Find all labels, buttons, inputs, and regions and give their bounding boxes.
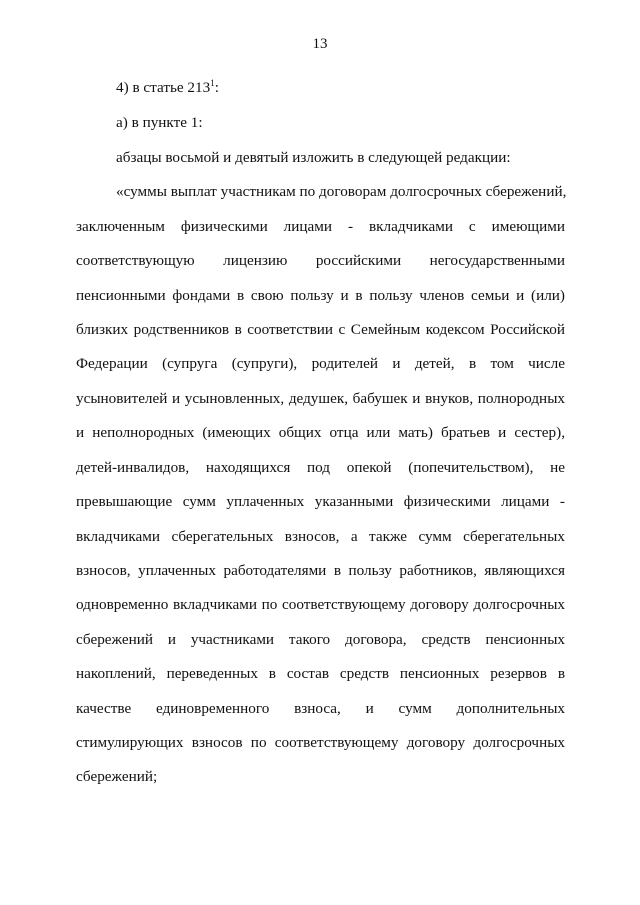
paragraph-line: стимулирующих взносов по соответствующему договору долгосрочных — [76, 734, 565, 751]
paragraph-line: и неполнородных (имеющих общих отца или мать) братьев и сестер), — [76, 424, 565, 441]
paragraph-line: соответствующую лицензию российскими негосударственными — [76, 252, 565, 269]
paragraph-line: пенсионными фондами в свою пользу и в пользу членов семьи и (или) — [76, 287, 565, 304]
paragraph-line: детей-инвалидов, находящихся под опекой (попечительством), не — [76, 459, 565, 476]
instruction-text: абзацы восьмой и девятый изложить в следующей редакции: — [116, 149, 511, 166]
page-number: 13 — [312, 36, 328, 52]
paragraph-line: одновременно вкладчиками по соответствующему договору долгосрочных — [76, 596, 565, 613]
paragraph-line: качестве единовременного взноса, и сумм дополнительных — [76, 700, 565, 717]
paragraph-line: «суммы выплат участникам по договорам долгосрочных сбережений, — [116, 183, 567, 200]
paragraph-line: усыновителей и усыновленных, дедушек, бабушек и внуков, полнородных — [76, 390, 565, 407]
paragraph-line: заключенным физическими лицами - вкладчиками с имеющими — [76, 218, 565, 235]
paragraph-line: Федерации (супруга (супруги), родителей и детей, в том числе — [76, 355, 565, 372]
article-superscript: 1 — [210, 78, 215, 88]
paragraph-line: взносов, уплаченных работодателями в пользу работников, являющихся — [76, 562, 565, 579]
paragraph-line: сбережений; — [76, 768, 158, 785]
paragraph-line: накоплений, переведенных в состав средств пенсионных резервов в — [76, 665, 565, 682]
item-heading-colon: : — [214, 79, 219, 96]
paragraph-line: вкладчиками сберегательных взносов, а также сумм сберегательных — [76, 528, 565, 545]
item-heading-text: 4) в статье 213 — [116, 79, 211, 96]
paragraph-line: превышающие сумм уплаченных указанными физическими лицами - — [76, 493, 565, 510]
item-heading — [116, 78, 219, 98]
subitem-heading: а) в пункте 1: — [116, 114, 203, 131]
paragraph-line: близких родственников в соответствии с Семейным кодексом Российской — [76, 321, 565, 338]
paragraph-line: сбережений и участниками такого договора, средств пенсионных — [76, 631, 565, 648]
